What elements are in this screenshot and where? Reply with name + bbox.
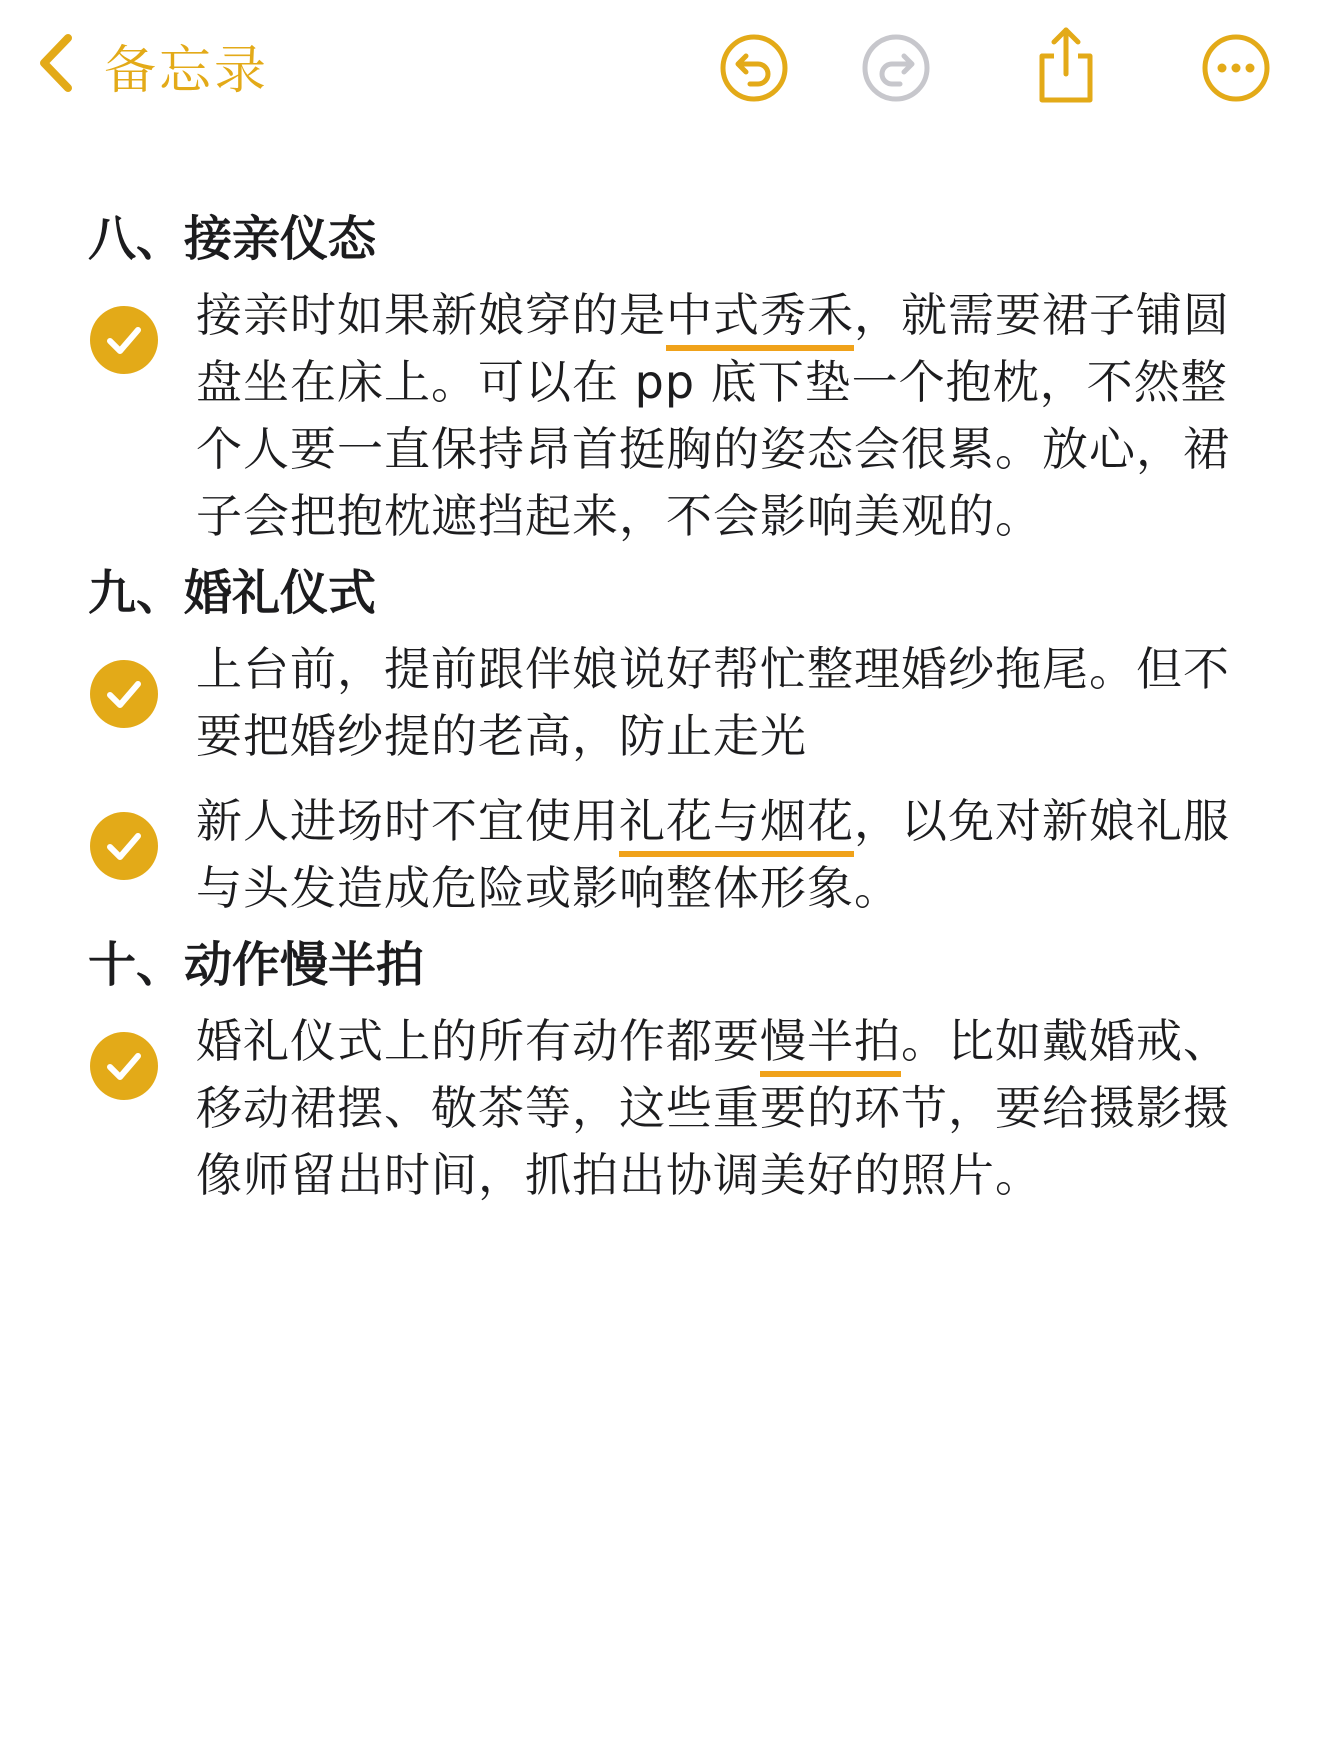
checkmark-circle-icon[interactable]: [90, 1032, 158, 1100]
highlighted-text: 礼花与烟花: [619, 794, 854, 848]
undo-button[interactable]: [718, 32, 790, 104]
chevron-left-icon: [36, 32, 78, 98]
checkmark-circle-icon[interactable]: [90, 812, 158, 880]
item-text-start: 上台前，提前跟伴娘说好帮忙整理婚纱拖尾。但不要把婚纱提的老高，防止走光: [196, 642, 1230, 763]
item-text-start: 新人进场时不宜使用: [196, 794, 619, 848]
section-heading: 八、接亲仪态: [88, 211, 377, 267]
more-icon: [1200, 32, 1272, 104]
back-label: 备忘录: [104, 40, 270, 101]
checklist-item: [88, 282, 1248, 550]
item-text: [196, 636, 1248, 770]
checklist-item: [88, 636, 1248, 770]
section-heading: 十、动作慢半拍: [88, 937, 425, 993]
item-text-start: 婚礼仪式上的所有动作都要: [196, 1014, 760, 1068]
share-icon: [1032, 24, 1100, 106]
more-button[interactable]: [1200, 32, 1272, 104]
redo-button[interactable]: [860, 32, 932, 104]
highlighted-text: 中式秀禾: [666, 288, 854, 342]
note-body[interactable]: [88, 208, 1248, 1209]
item-text: [196, 282, 1248, 550]
highlighted-text: 慢半拍: [760, 1014, 901, 1068]
share-button[interactable]: [1032, 24, 1100, 106]
item-text-end: 。比如戴婚戒、移动裙摆、敬茶等，这些重要的环节，要给摄影摄像师留出时间，抓拍出协调美好的照片。: [196, 1014, 1230, 1202]
toolbar: [0, 0, 1320, 140]
section-heading: 九、婚礼仪式: [88, 565, 377, 621]
item-text: [196, 1008, 1248, 1209]
item-text: [196, 788, 1248, 922]
back-button[interactable]: [36, 30, 269, 100]
item-text-start: 接亲时如果新娘穿的是: [196, 288, 666, 342]
checklist-item: [88, 1008, 1248, 1209]
item-text-end: ，以免对新娘礼服与头发造成危险或影响整体形象。: [196, 794, 1230, 915]
checklist-item: [88, 788, 1248, 922]
item-text-end: ，就需要裙子铺圆盘坐在床上。可以在 pp 底下垫一个抱枕，不然整个人要一直保持昂首挺胸的姿态会很累。放心，裙子会把抱枕遮挡起来，不会影响美观的。: [196, 288, 1230, 543]
redo-icon: [860, 32, 932, 104]
checkmark-circle-icon[interactable]: [90, 306, 158, 374]
checkmark-circle-icon[interactable]: [90, 660, 158, 728]
undo-icon: [718, 32, 790, 104]
